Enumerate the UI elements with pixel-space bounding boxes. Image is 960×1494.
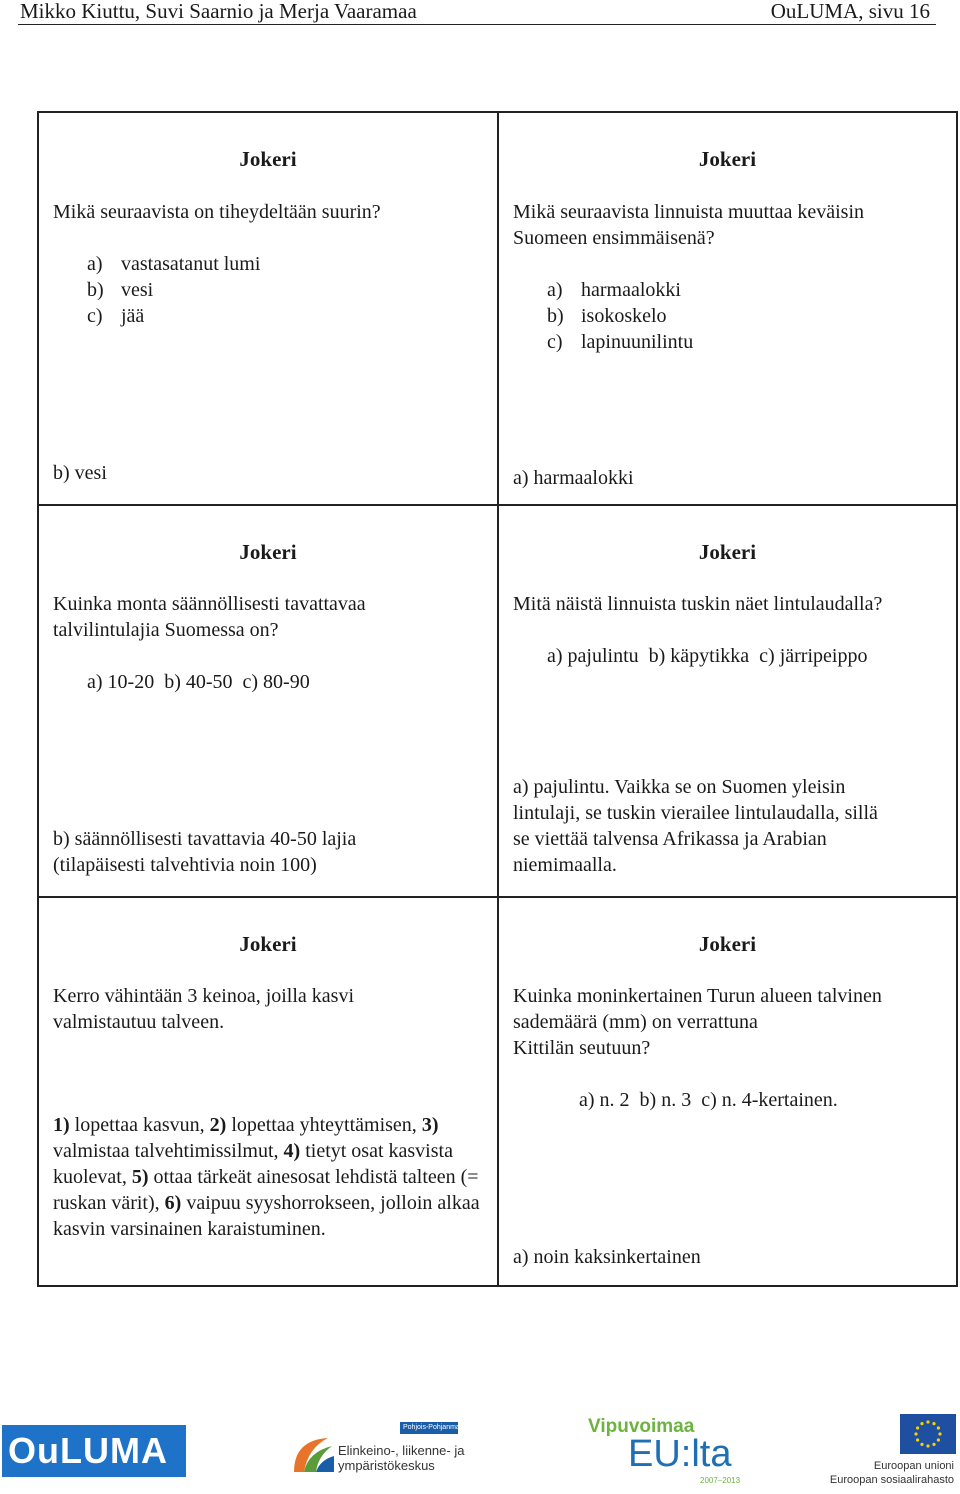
ely-logo: Pohjois-Pohjanmaa Elinkeino-, liikenne- ja ympäristökeskus	[288, 1422, 458, 1480]
card-answer-line2: lintulaji, se tuskin vierailee lintulaudalla, sillä	[513, 802, 878, 824]
card-winter-birds	[39, 506, 499, 898]
card-precipitation	[499, 898, 958, 1287]
card-density	[39, 113, 499, 506]
option-c: c) jää	[87, 305, 145, 327]
ely-emblem-icon	[290, 1432, 336, 1478]
card-answer: 1) lopettaa kasvun, 2) lopettaa yhteyttämisen, 3) valmistaa talvehtimissilmut, 4) tietyt osat kasvista kuolevat, 5) ottaa tärkeät ainesosat lehdistä talteen (= ruskan värit), 6) vaipuu syyshorrokseen, jolloin alkaa kasvin varsinainen karaistuminen.	[53, 1114, 480, 1240]
ouluma-logo: OuLUMA	[2, 1425, 186, 1477]
footer-logos	[0, 1410, 960, 1494]
card-title: Jokeri	[239, 540, 297, 564]
option-a: a) vastasatanut lumi	[87, 253, 261, 275]
card-question: Mitä näistä linnuista tuskin näet lintulaudalla?	[513, 593, 883, 615]
header-page-number: OuLUMA, sivu 16	[770, 0, 930, 23]
card-answer-line2: (tilapäisesti talvehtivia noin 100)	[53, 854, 317, 876]
eu-flag-icon	[900, 1414, 956, 1454]
option-b: b) isokoskelo	[547, 305, 667, 327]
card-question-line2: talvilintulajia Suomessa on?	[53, 619, 279, 641]
option-b: b) vesi	[87, 279, 154, 301]
card-answer: a) harmaalokki	[513, 467, 634, 489]
card-title: Jokeri	[698, 147, 757, 171]
page-header	[18, 0, 936, 25]
eu-esr-logo: Euroopan unioni Euroopan sosiaalirahasto	[836, 1414, 958, 1490]
card-options: a) n. 2 b) n. 3 c) n. 4-kertainen.	[579, 1089, 838, 1111]
card-answer-line1: b) säännöllisesti tavattavia 40-50 lajia	[53, 828, 357, 850]
card-bird-feeder	[499, 506, 958, 898]
card-title: Jokeri	[698, 932, 757, 956]
card-title: Jokeri	[698, 540, 757, 564]
card-options: a) 10-20 b) 40-50 c) 80-90	[87, 671, 310, 693]
card-title: Jokeri	[239, 147, 297, 171]
option-c: c) lapinuunilintu	[547, 331, 694, 353]
vipuvoimaa-logo: Vipuvoimaa EU:lta 2007–2013	[588, 1416, 741, 1485]
card-title: Jokeri	[239, 932, 297, 956]
card-question-line1: Kerro vähintään 3 keinoa, joilla kasvi	[53, 985, 355, 1007]
card-question-line2: Suomeen ensimmäisenä?	[513, 227, 715, 249]
card-question-line1: Mikä seuraavista linnuista muuttaa keväisin	[513, 201, 865, 223]
card-question-line1: Kuinka moninkertainen Turun alueen talvinen	[513, 985, 882, 1007]
card-answer-line3: se viettää talvensa Afrikassa ja Arabian	[513, 828, 827, 850]
card-grid	[37, 111, 958, 1287]
card-answer-line1: a) pajulintu. Vaikka se on Suomen yleisin	[513, 776, 846, 798]
option-a: a) harmaalokki	[547, 279, 681, 301]
card-plant-winter	[39, 898, 499, 1287]
card-answer-line4: niemimaalla.	[513, 854, 617, 876]
card-migration	[499, 113, 958, 506]
ely-region-tag: Pohjois-Pohjanmaa	[400, 1422, 458, 1434]
card-answer: a) noin kaksinkertainen	[513, 1246, 701, 1268]
header-authors: Mikko Kiuttu, Suvi Saarnio ja Merja Vaaramaa	[20, 0, 417, 23]
card-question-line2: valmistautuu talveen.	[53, 1011, 225, 1033]
card-options: a) pajulintu b) käpytikka c) järripeippo	[547, 645, 868, 667]
card-question: Mikä seuraavista on tiheydeltään suurin?	[53, 201, 381, 223]
card-question-line1: Kuinka monta säännöllisesti tavattavaa	[53, 593, 366, 615]
card-question-line3: Kittilän seutuun?	[513, 1037, 651, 1059]
card-question-line2: sademäärä (mm) on verrattuna	[513, 1011, 758, 1033]
card-answer: b) vesi	[53, 462, 107, 484]
